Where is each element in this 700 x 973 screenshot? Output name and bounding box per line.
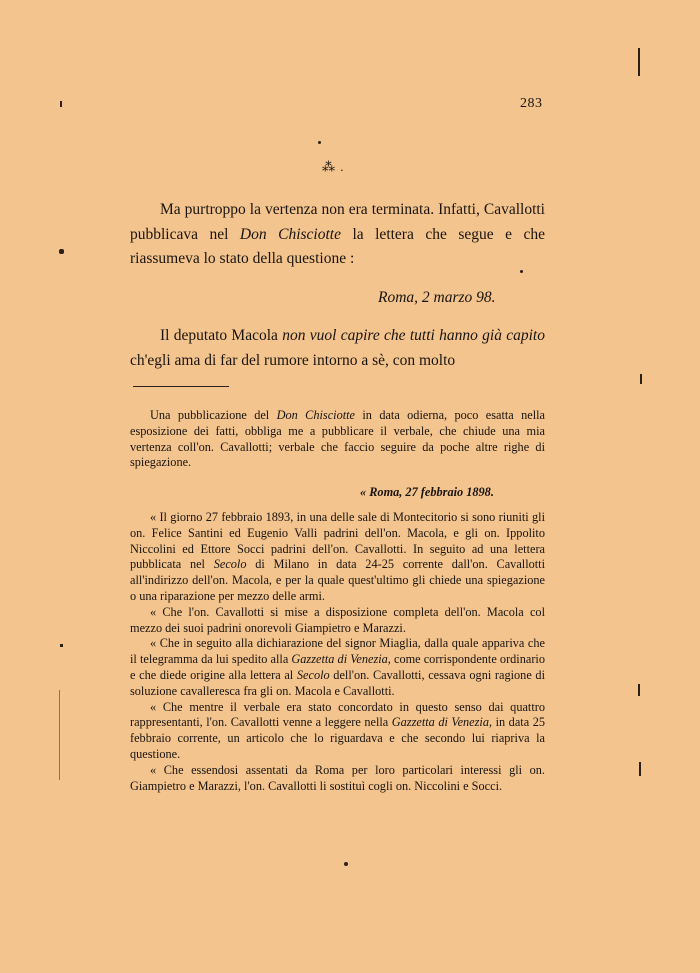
verbale-paragraph-4 xyxy=(130,700,545,763)
verbale-p4-text-2: in data 25 febbraio corrente, un articolo che lo riguardava e che secondo lui riapriva la questione. xyxy=(130,715,545,761)
scan-mark-left-1 xyxy=(60,101,62,107)
verbale-p1-italic: Secolo xyxy=(213,557,247,572)
verbale-p4-text-1: « Che mentre il verbale era stato concordato in questo senso dai quattro rappresentanti, l'on. Cavallotti venne a leggere nella xyxy=(130,699,545,730)
scan-dot-top xyxy=(318,141,321,144)
verbale-p4-italic: Gazzetta di Venezia, xyxy=(391,715,493,730)
scan-mark-left-3 xyxy=(60,644,63,647)
verbale-paragraph-1 xyxy=(130,510,545,605)
footnote-intro-text-2: in data odierna, poco esatta nella esposizione dei fatti, obbliga me a pubblicare il verbale, che chiude una mia vertenza coll'on. Cavallotti; verbale che faccio seguire da poche altre righe di spiegazione. xyxy=(130,408,545,470)
scan-mark-left-2 xyxy=(59,249,64,254)
footnote-intro xyxy=(130,408,545,471)
letter-opening-paragraph xyxy=(130,324,545,373)
verbale-p3-text-2: come corrispondente ordinario e che diede origine alla lettera al xyxy=(130,652,545,682)
verbale-paragraph-5: « Che essendosi assentati da Roma per loro particolari interessi gli on. Giampietro e Marazzi, l'on. Cavallotti li sostituì cogli on. Niccolini e Socci. xyxy=(130,762,545,793)
intro-italic-1: Don Chisciotte xyxy=(239,225,341,243)
verbale-paragraph-2: « Che l'on. Cavallotti si mise a disposizione completa dell'on. Macola col mezzo dei suoi padrini onorevoli Giampietro e Marazzi. xyxy=(130,604,545,635)
verbale-p3-italic-1: Gazzetta di Venezia, xyxy=(291,652,391,667)
scan-dot-right xyxy=(520,270,523,273)
letter-dateline: Roma, 2 marzo 98. xyxy=(378,289,496,306)
scan-dot-bottom xyxy=(344,862,348,866)
top-paragraph xyxy=(130,198,545,272)
letter-italic-1: non vuol capire che tutti hanno già capito xyxy=(282,327,545,344)
footnote-divider xyxy=(133,386,229,387)
letter-text-2: ch'egli ama di far del rumore intorno a sè, con molto xyxy=(130,351,456,369)
footnote-intro-text-1: Una pubblicazione del xyxy=(150,408,277,422)
letter-text-1: Il deputato Macola xyxy=(160,327,283,344)
footnote-dateline: « Roma, 27 febbraio 1898. xyxy=(360,485,494,499)
intro-paragraph xyxy=(130,198,545,272)
scan-mark-right-3 xyxy=(638,684,640,696)
footnote-intro-italic: Don Chisciotte xyxy=(276,408,356,422)
verbale-p1-text-2: di Milano in data 24-25 corrente dall'on. Cavallotti all'indirizzo dell'on. Macola, e per la quale quest'ultimo gli chiede una spiegazione o una riparazione per mezzo delle armi. xyxy=(130,557,546,603)
verbale-p3-italic-2: Secolo xyxy=(296,667,330,682)
scan-mark-right-2 xyxy=(640,374,642,384)
intro-text-1: Ma purtroppo la vertenza non era terminata. Infatti, Cavallotti pubblicava nel xyxy=(130,201,545,243)
verbale-p1-text-1: « Il giorno 27 febbraio 1893, in una delle sale di Montecitorio si sono riuniti gli on. Felice Santini ed Eugenio Valli padrini dell'on. Macola, e gli on. Ippolito Niccolini ed Ettore Socci padrini dell'on. Cavallotti. In seguito ad una lettera pubblicata nel xyxy=(130,510,545,572)
verbale-paragraph-3 xyxy=(130,636,545,699)
verbale-p3-text-3: dell'on. Cavallotti, cessava ogni ragione di soluzione cavalleresca fra gli on. Macola e Cavallotti. xyxy=(130,667,545,698)
intro-text-2: la lettera che segue e che riassumeva lo stato della questione : xyxy=(130,225,545,267)
verbale-p3-text-1: « Che in seguito alla dichiarazione del signor Miaglia, dalla quale appariva che il telegramma da lui spedito alla xyxy=(130,636,545,667)
footnote-verbale xyxy=(130,510,545,794)
scan-mark-left-4 xyxy=(59,690,60,780)
page-number: 283 xyxy=(520,96,543,111)
scan-mark-right-4 xyxy=(639,762,641,776)
asterism-separator: ⁂ . xyxy=(322,159,345,174)
scan-mark-right-top xyxy=(638,48,640,76)
